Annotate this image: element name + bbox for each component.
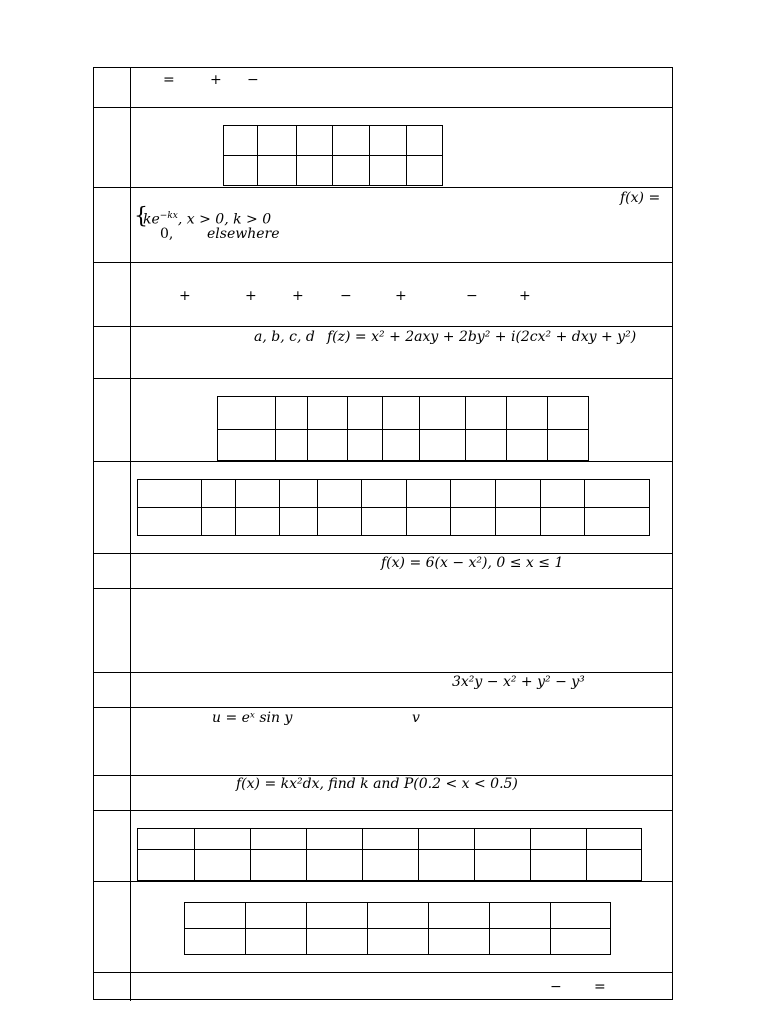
operator: −	[466, 288, 478, 304]
number-cell	[94, 882, 131, 972]
case-2-condition: elsewhere	[207, 226, 280, 242]
case-1-expression	[143, 208, 271, 228]
operator-minus: −	[550, 979, 562, 995]
density-function: f(x) = 6(x − x²), 0 ≤ x ≤ 1	[381, 555, 564, 571]
data-table	[217, 396, 589, 461]
question-row-8	[94, 553, 672, 588]
constants-list: a, b, c, d	[254, 329, 315, 345]
data-table	[137, 828, 642, 881]
number-cell	[94, 379, 131, 461]
question-row-11	[94, 707, 672, 775]
number-cell	[94, 327, 131, 378]
number-cell	[94, 188, 131, 262]
number-cell	[94, 462, 131, 553]
harmonic-expression: 3x²y − x² + y² − y³	[452, 674, 585, 690]
data-table	[137, 479, 650, 536]
number-cell	[94, 708, 131, 775]
v-function: v	[412, 710, 420, 726]
probability-question: f(x) = kx²dx, find k and P(0.2 < x < 0.5)	[236, 776, 518, 792]
number-cell	[94, 776, 131, 810]
function-label: f(x) =	[620, 190, 661, 206]
question-row-4	[94, 262, 672, 326]
number-cell	[94, 263, 131, 326]
case-1-exponent: −kx	[159, 211, 178, 221]
question-table	[93, 67, 673, 1000]
operator: −	[340, 288, 352, 304]
case-2-value: 0,	[160, 226, 174, 242]
question-row-1	[94, 68, 672, 108]
operator: +	[292, 288, 304, 304]
number-cell	[94, 589, 131, 672]
number-cell	[94, 973, 131, 1001]
data-table	[223, 125, 443, 186]
question-row-7	[94, 461, 672, 553]
case-1-condition: , x > 0, k > 0	[177, 211, 272, 228]
question-row-10	[94, 672, 672, 707]
number-cell	[94, 68, 131, 108]
question-row-3	[94, 187, 672, 262]
case-1-base: ke	[143, 211, 160, 228]
number-cell	[94, 108, 131, 187]
number-cell	[94, 811, 131, 881]
operator-minus: −	[247, 72, 259, 88]
data-table	[184, 902, 611, 955]
question-row-9	[94, 588, 672, 672]
operator: +	[519, 288, 531, 304]
operator: +	[245, 288, 257, 304]
operator-plus: +	[210, 72, 222, 88]
u-function: u = eˣ sin y	[212, 710, 293, 726]
piecewise-brace: {	[134, 204, 148, 229]
question-row-14	[94, 881, 672, 972]
complex-function: f(z) = x² + 2axy + 2by² + i(2cx² + dxy + y²)	[327, 329, 637, 345]
question-row-5	[94, 326, 672, 378]
operator-equals: =	[594, 979, 606, 995]
question-row-2	[94, 107, 672, 187]
operator: +	[179, 288, 191, 304]
question-row-13	[94, 810, 672, 881]
question-row-6	[94, 378, 672, 461]
number-cell	[94, 673, 131, 707]
operator: +	[395, 288, 407, 304]
question-row-15	[94, 972, 672, 1001]
question-row-12	[94, 775, 672, 810]
operator-equals: =	[163, 72, 175, 88]
number-cell	[94, 554, 131, 588]
